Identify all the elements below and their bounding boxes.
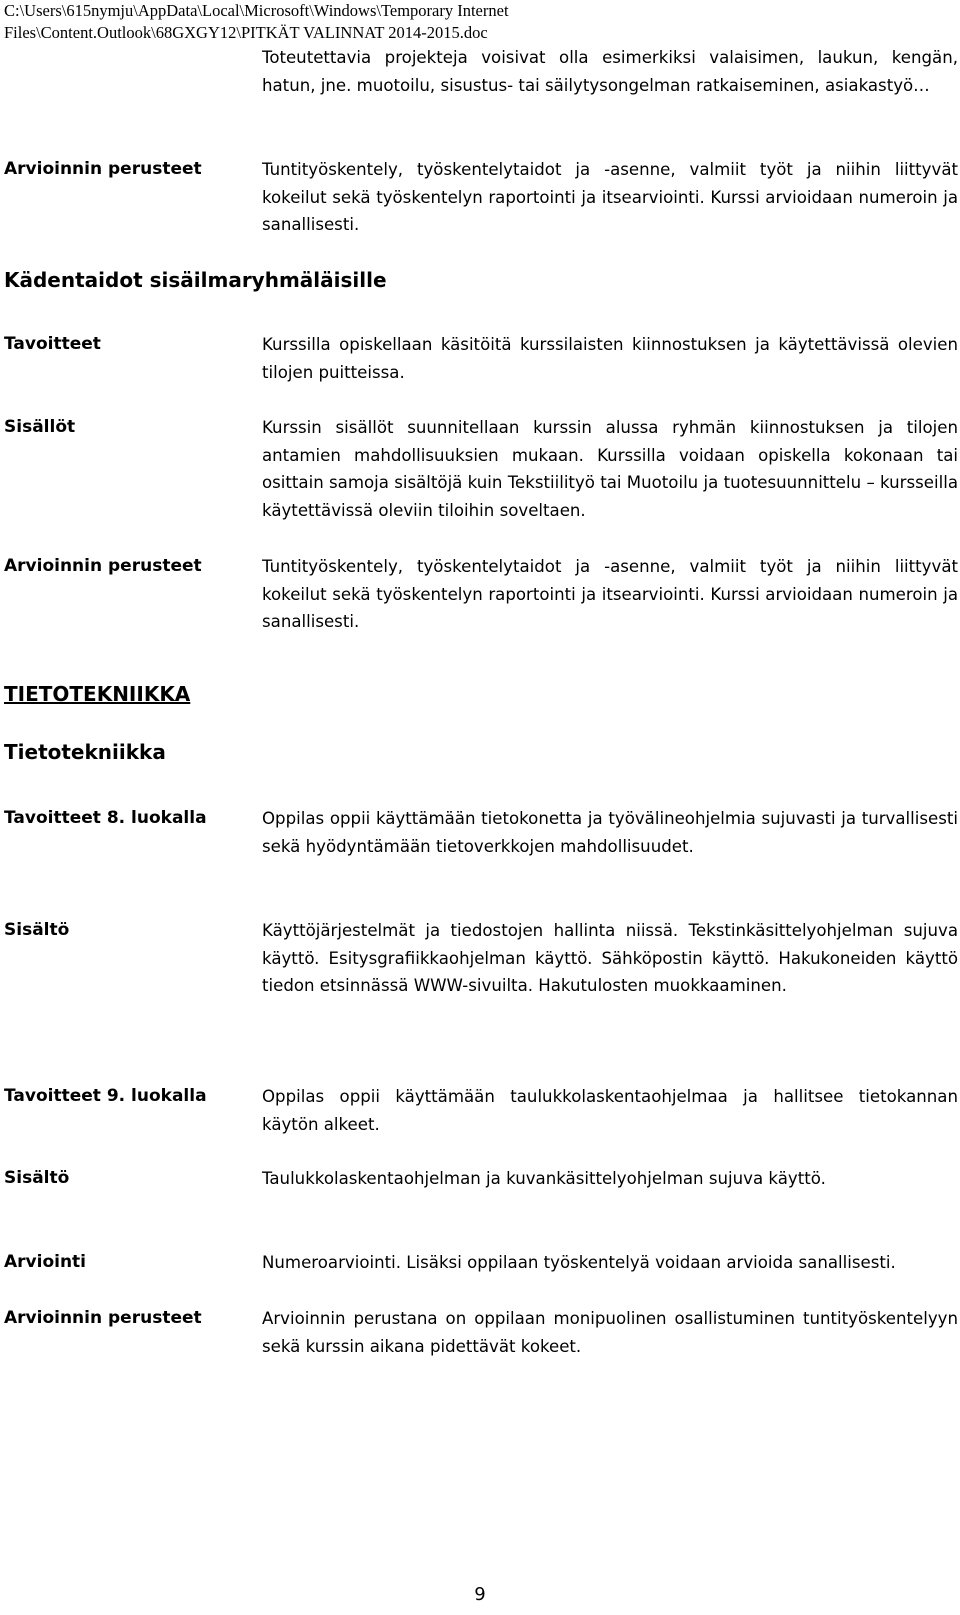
section-title-tietotekniikka: TIETOTEKNIIKKA [4,682,191,706]
document-path-line-1: C:\Users\615nymju\AppData\Local\Microsoft\Windows\Temporary Internet [4,1,509,20]
contents-label: Sisällöt [4,417,76,437]
goals-text: Kurssilla opiskellaan käsitöitä kurssilaisten kiinnostuksen ja käytettävissä olevien tilojen puitteissa. [262,335,958,382]
goals-grade-9-text: Oppilas oppii käyttämään taulukkolaskentaohjelmaa ja hallitsee tietokannan käytön alkeet. [262,1087,958,1134]
assessment-criteria-text: Tuntityöskentely, työskentelytaidot ja -asenne, valmiit työt ja niihin liittyvät kokeilut sekä työskentelyn raportointi ja itsearviointi. Kurssi arvioidaan numeroin ja sanallisesti. [262,160,958,235]
assessment-criteria-label: Arvioinnin perusteet [4,159,202,179]
assessment-label: Arviointi [4,1252,87,1272]
content-grade-9-label: Sisältö [4,1168,70,1188]
assessment-criteria-label-2: Arvioinnin perusteet [4,556,202,576]
content-grade-9-text: Taulukkolaskentaohjelman ja kuvankäsittelyohjelman sujuva käyttö. [262,1169,826,1188]
assessment-criteria-text-2: Tuntityöskentely, työskentelytaidot ja -asenne, valmiit työt ja niihin liittyvät kokeilut sekä työskentelyn raportointi ja itsearviointi. Kurssi arvioidaan numeroin ja sanallisesti. [262,557,958,632]
document-path-header [4,0,509,44]
goals-grade-8-text: Oppilas oppii käyttämään tietokonetta ja työvälineohjelmia sujuvasti ja turvallisesti sekä hyödyntämään tietoverkkojen mahdollisuudet. [262,809,958,856]
page-number: 9 [474,1584,486,1605]
content-grade-8-text: Käyttöjärjestelmät ja tiedostojen hallinta niissä. Tekstinkäsittelyohjelman sujuva käyttö. Esitysgrafiikkaohjelman käyttö. Sähköpostin käyttö. Hakukoneiden käyttö tiedon etsinnässä WWW-sivuilta. Hakutulosten muokkaaminen. [262,921,958,996]
section-title-kadentaidot: Kädentaidot sisäilmaryhmäläisille [4,268,387,292]
contents-text: Kurssin sisällöt suunnitellaan kurssin alussa ryhmän kiinnostuksen ja tilojen antamien mahdollisuuksien mukaan. Kurssilla voidaan opiskella kokonaan tai osittain samoja sisältöjä kuin Tekstiilityö tai Muotoilu ja tuotesuunnittelu – kursseilla käytettävissä oleviin tiloihin soveltaen. [262,418,958,520]
goals-grade-8-label: Tavoitteet 8. luokalla [4,808,207,828]
content-grade-8-label: Sisältö [4,920,70,940]
subsection-title-tietotekniikka: Tietotekniikka [4,740,166,764]
projects-continued-text: Toteutettavia projekteja voisivat olla esimerkiksi valaisimen, laukun, kengän, hatun, jne. muotoilu, sisustus- tai säilytysongelman ratkaiseminen, asiakastyö… [262,48,958,95]
goals-label: Tavoitteet [4,334,101,354]
assessment-criteria-text-3: Arvioinnin perustana on oppilaan monipuolinen osallistuminen tuntityöskentelyyn sekä kurssin aikana pidettävät kokeet. [262,1309,958,1356]
assessment-text: Numeroarviointi. Lisäksi oppilaan työskentelyä voidaan arvioida sanallisesti. [262,1253,896,1272]
goals-grade-9-label: Tavoitteet 9. luokalla [4,1086,207,1106]
document-path-line-2: Files\Content.Outlook\68GXGY12\PITKÄT VALINNAT 2014-2015.doc [4,23,488,42]
assessment-criteria-label-3: Arvioinnin perusteet [4,1308,202,1328]
